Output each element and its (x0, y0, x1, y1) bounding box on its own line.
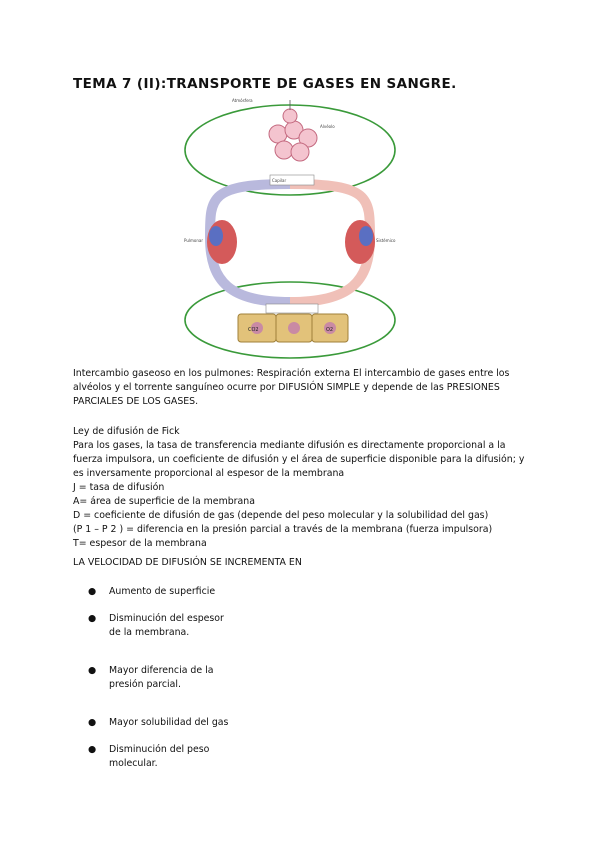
bullet-icon: ● (88, 665, 97, 676)
fick-line: T= espesor de la membrana (73, 538, 207, 549)
fick-line: D = coeficiente de difusión de gas (depende del peso molecular y la solubilidad del gas) (73, 510, 489, 521)
label-pulmonary: Pulmonar (184, 238, 203, 243)
label-alveoli: Alvéolo (320, 124, 335, 129)
page-title: TEMA 7 (II):TRANSPORTE DE GASES EN SANGRE. (73, 76, 457, 92)
list-item-text: Disminución del espesor de la membrana. (109, 613, 224, 638)
fick-description: Para los gases, la tasa de transferencia mediante difusión es directamente proporcional a la fuerza impulsora, un coeficiente de difusión y el área de superficie disponible para la difusión; y es inversamente proporcional al espesor de la membrana (73, 440, 525, 479)
heart-right (345, 220, 375, 264)
list-item-text: Mayor solubilidad del gas (109, 717, 229, 728)
velocity-heading: LA VELOCIDAD DE DIFUSIÓN SE INCREMENTA EN (73, 557, 302, 568)
label-capillary: Capilar (272, 178, 287, 183)
fick-heading: Ley de difusión de Fick (73, 426, 180, 437)
label-o2: O2 (326, 327, 334, 333)
alveoli-cluster (269, 109, 317, 161)
gas-exchange-diagram (170, 92, 410, 362)
list-item-text: Disminución del peso molecular. (109, 744, 210, 769)
label-atmosphere: Atmósfera (232, 98, 253, 103)
bullet-icon: ● (88, 586, 97, 597)
fick-line: A= área de superficie de la membrana (73, 496, 255, 507)
bullet-icon: ● (88, 613, 97, 624)
intro-paragraph: Intercambio gaseoso en los pulmones: Respiración externa El intercambio de gases entre los alvéolos y el torrente sanguíneo ocurre por DIFUSIÓN SIMPLE y depende de las PRESIONES PARCIALES DE LOS GASES. (73, 368, 510, 407)
label-co2: CO2 (248, 327, 259, 333)
label-systemic: Sistémico (376, 238, 396, 243)
fick-section (73, 425, 533, 551)
bullet-icon: ● (88, 717, 97, 728)
list-item-text: Mayor diferencia de la presión parcial. (109, 665, 214, 690)
fick-line: (P 1 – P 2 ) = diferencia en la presión parcial a través de la membrana (fuerza impulsora) (73, 524, 493, 535)
list-item-text: Aumento de superficie (109, 586, 216, 597)
bullet-icon: ● (88, 744, 97, 755)
fick-line: J = tasa de difusión (73, 482, 165, 493)
heart-left (207, 220, 237, 264)
